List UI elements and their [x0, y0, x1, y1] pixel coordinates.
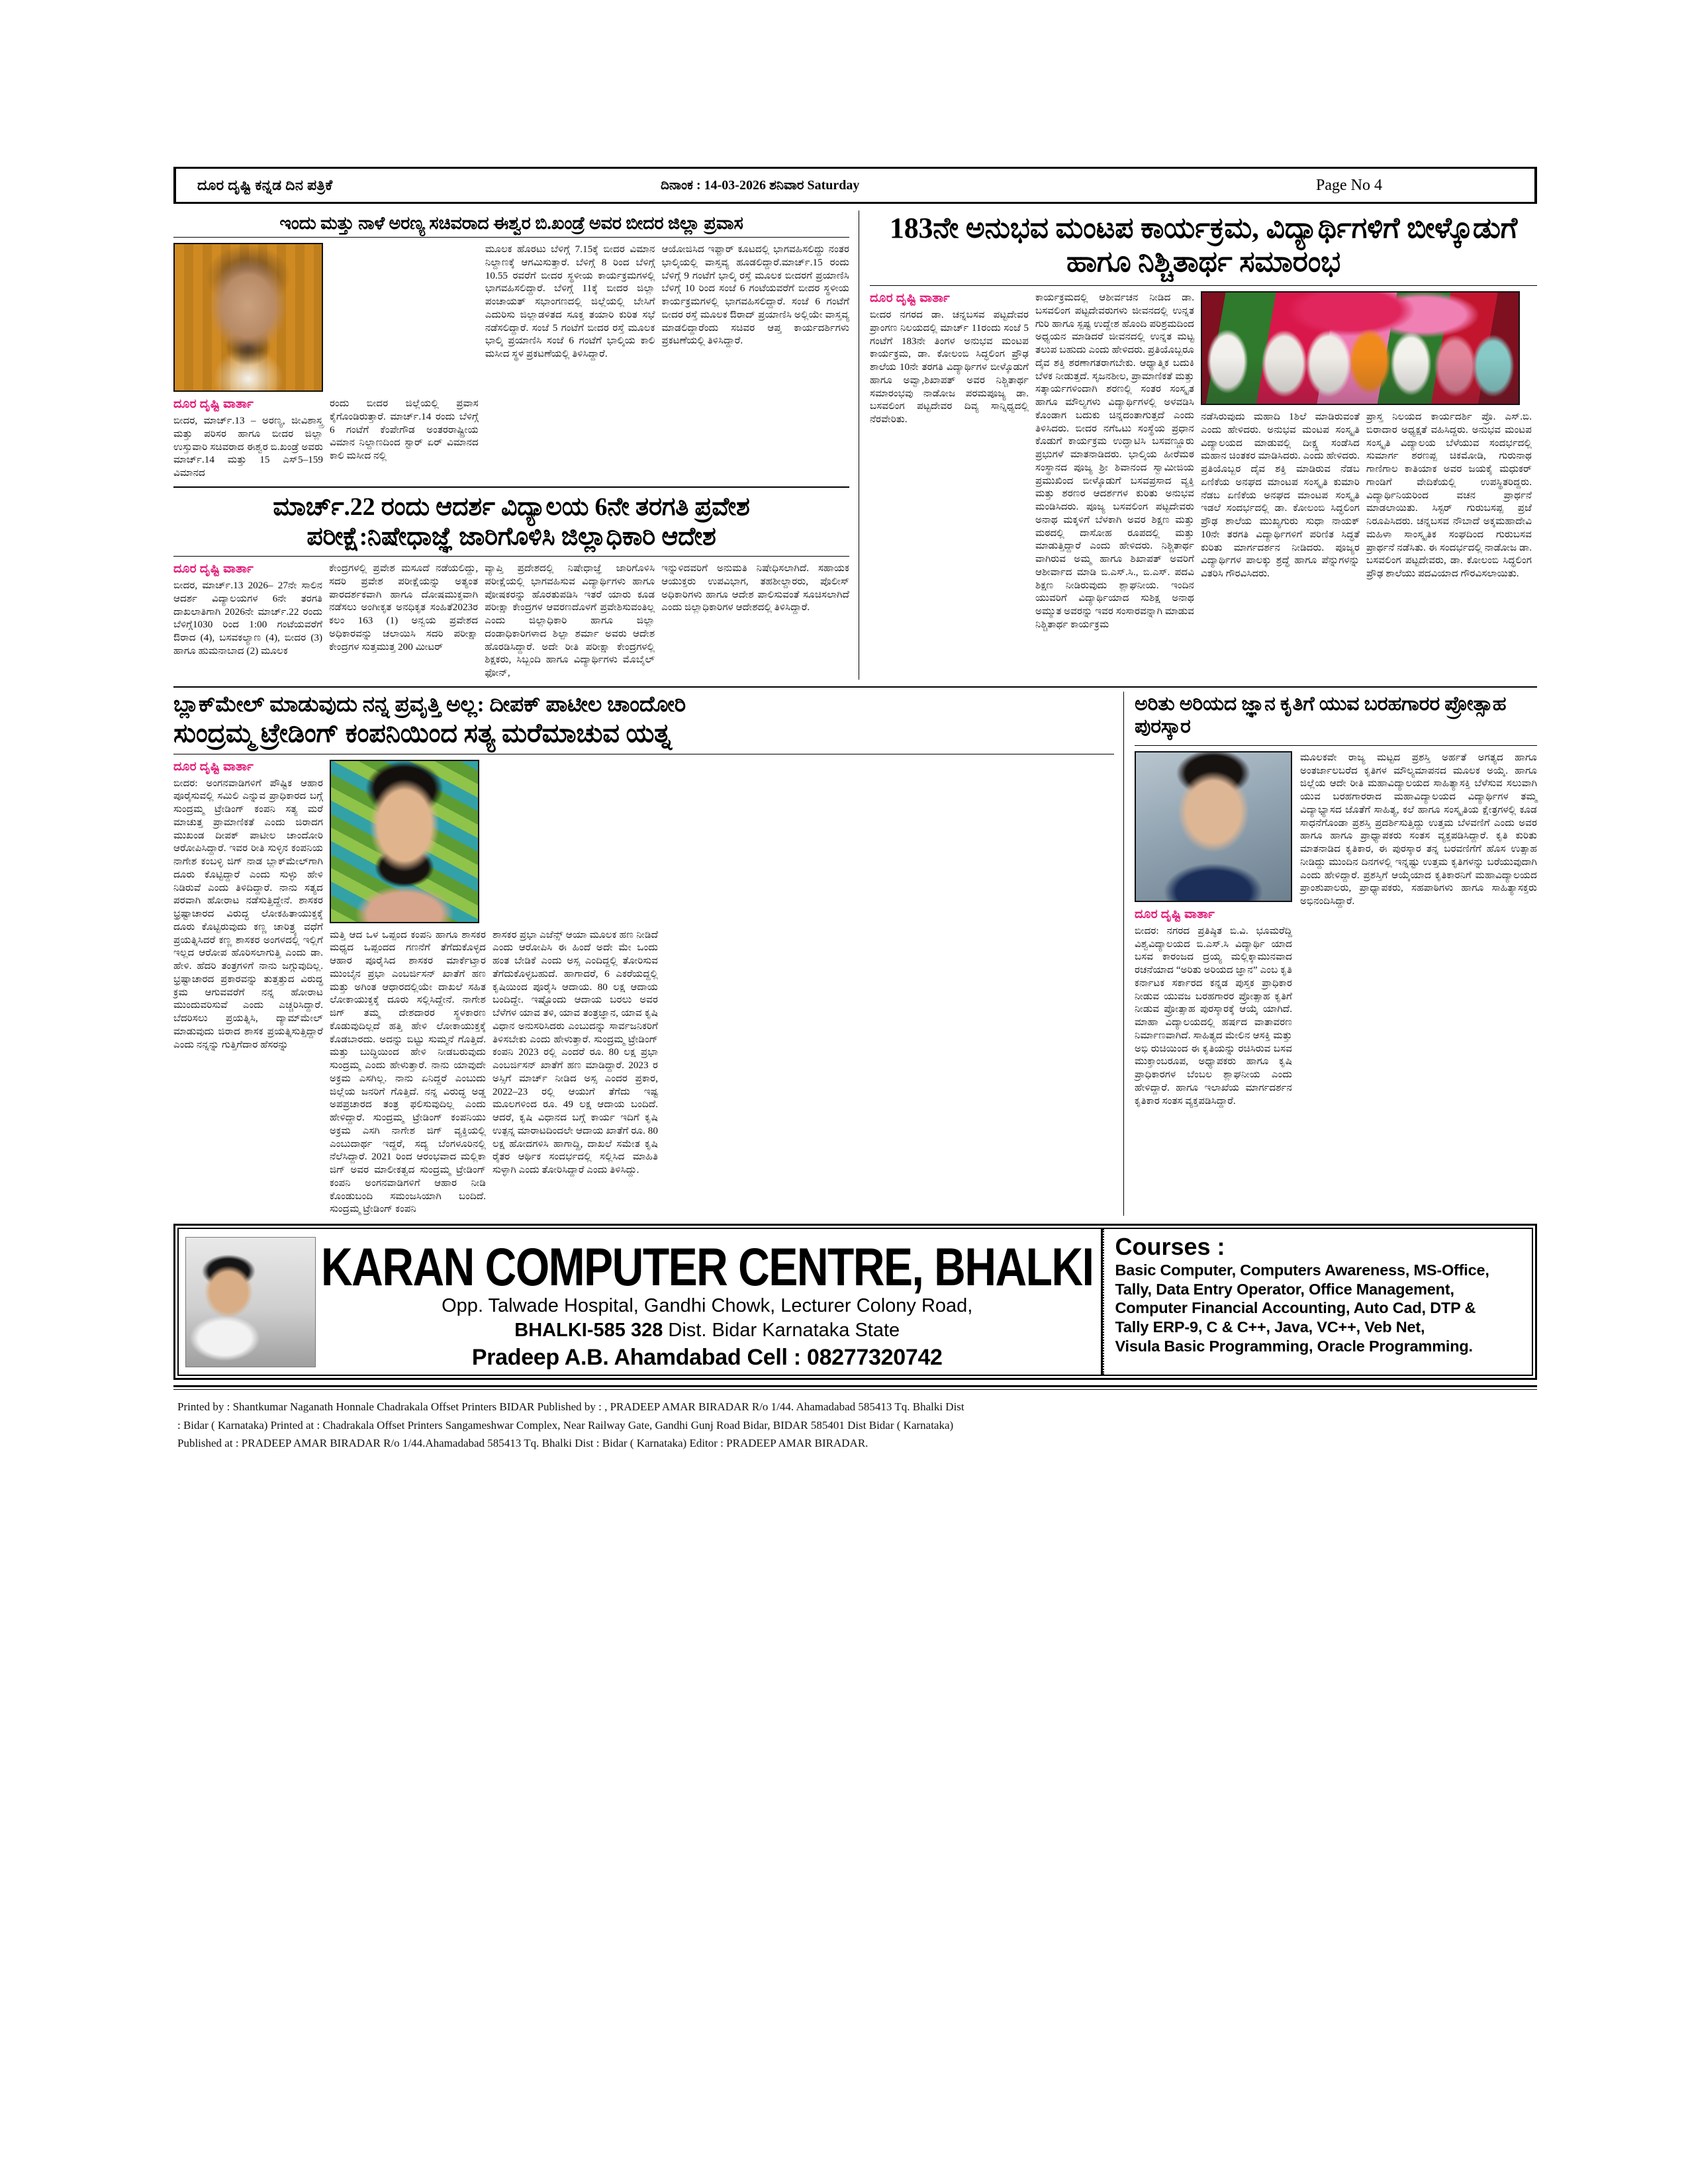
advertisement-banner[interactable]: [173, 1224, 1537, 1380]
advertisement-photo: [185, 1237, 316, 1367]
article-2-col-1: ಬೀದರ, ಮಾರ್ಚ್.13 2026– 27ನೇ ಸಾಲಿನ ಆದರ್ಶ ವಿದ್ಯಾಲಯಗಳ 6ನೇ ತರಗತಿ ದಾಖಲಾತಿಗಾಗಿ 2026ನೇ ಮಾರ್ಚ್.22 ರಂದು ಬೆಳಿಗ್ಗೆ1030 ರಿಂದ 1:00 ಗಂಟೆಯವರೆಗೆ ಔರಾದ (4), ಬಸವಕಲ್ಯಾಣ (4), ಬೀದರ (3) ಹಾಗೂ ಹುಮನಾಬಾದ (2) ಮೂಲಕ: [173, 580, 323, 657]
article-2-col-3: ವ್ಯಾಪ್ತಿ ಪ್ರದೇಶದಲ್ಲಿ ನಿಷೇಧಾಜ್ಞೆ ಜಾರಿಗೊಳಿಸಿ ಪರೀಕ್ಷೆಯಲ್ಲಿ ಭಾಗವಹಿಸುವ ವಿದ್ಯಾರ್ಥಿಗಳು ಹಾಗೂ ಪೋಷಕರನ್ನು ಹೊರತುಪಡಿಸಿ ಇತರೆ ಯಾರು ಕೂಡ ಪರೀಕ್ಷಾ ಕೇಂದ್ರಗಳ ಆವರಣದೊಳಗೆ ಪ್ರವೇಶಿಸುವಂತಿಲ್ಲ ಎಂದು ಜಿಲ್ಲಾಧಿಕಾರಿ ಹಾಗೂ ಜಿಲ್ಲಾ ದಂಡಾಧಿಕಾರಿಗಳಾದ ಶಿಲ್ಪಾ ಶರ್ಮಾ ಅವರು ಆದೇಶ ಹೊರಡಿಸಿದ್ದಾರೆ. ಅದೇ ರೀತಿ ಪರೀಕ್ಷಾ ಕೇಂದ್ರಗಳಲ್ಲಿ ಶಿಕ್ಷಕರು, ಸಿಬ್ಬಂದಿ ಹಾಗೂ ವಿದ್ಯಾರ್ಥಿಗಳು ಮೊಬೈಲ್ ಫೋನ್,: [485, 563, 655, 679]
advertisement-pincode: BHALKI-585 328: [514, 1319, 663, 1341]
courses-line: Basic Computer, Computers Awareness, MS-Office,: [1115, 1261, 1489, 1279]
article-4-col-3: ಶಾಸಕರ ಪ್ರಭಾ ಎಜೆನ್ಸ್ ಆಯಾ ಮೂಲಕ ಹಣ ನೀಡಿದೆ ಎಂದು ಆರೋಪಿಸಿ ಈ ಹಿಂದೆ ಅದೇ ಮೇ ಒಂದು ಹಂತ ಬೇಡಿಕೆ ಎಂದು ಅಸ್ಸ ಎಂದಿದ್ದಲ್ಲಿ ತೋರಿಸುವ ತೆಗೆದುಕೊಳ್ಳಬಹುದೆ. ಹಾಗಾದರೆ, 6 ಎಕರೆಯದ್ದಲ್ಲಿ ಕೃಷಿಯಿಂದ ಪೂರೈಸಿ ಆದಾಯ. 80 ಲಕ್ಷ ಆದಾಯ ಬಂದಿದ್ದೇ. ಇಷ್ಟೊಂದು ಆದಾಯ ಬರಲು ಅವರ ಬೆಳೆಗಳ ಯಾವ ತಳಿ, ಯಾವ ತಂತ್ರಜ್ಞಾನ, ಯಾವ ಕೃಷಿ ವಿಧಾನ ಅನುಸರಿಸಿದರು ಎಂಬುದನ್ನು ಸಾರ್ವಜನಿಕರಿಗೆ ತಿಳಿಸಬೇಕು ಎಂದು ಹೇಳುತ್ತಾರೆ. ಸುಂದ್ರಮ್ಮ ಟ್ರೇಡಿಂಗ್ ಕಂಪನಿ 2023 ರಲ್ಲಿ ಎಂದರೆ ರೂ. 80 ಲಕ್ಷ ಪ್ರಭಾ ಎಂಬರ್ಜಿಸನ್ ಖಾತೆಗೆ ಹಣ ಮಾಡಿದ್ದಾರೆ. 2023 ರ ಅಸ್ಸಿಗೆ ಮಾರ್ಚ್ ನೀಡಿದ ಅಸ್ಸ ಎಂದರ ಪ್ರಕಾರ, 2022–23 ರಲ್ಲಿ ಆಯುಗೆ ತೆಗೆದು ಇಷ್ಟ ಮೂಲಗಳಿಂದ ರೂ. 49 ಲಕ್ಷ ಆದಾಯ ಬಂದಿದೆ. ಆದರೆ, ಕೃಷಿ ವಿಧಾನದ ಬಗ್ಗೆ ಕಾರ್ಯ ಇದಿಗೆ ಕೃಷಿ ಉತ್ಪನ್ನ ಮಾರಾಟದಿಂದಲೇ ಆದಾಯ ಖಾತೆಗೆ ರೂ. 80 ಲಕ್ಷ ಹೋದಗಳಿಸಿ ಹಾಗಾದ್ದಿ, ದಾಖಲೆ ಸಮೇತ ಕೃಷಿ ರೈತರ ಆರ್ಥಿಕ ಸಂದರ್ಭದಲ್ಲಿ ಸಲ್ಲಿಸಿದ ಮಾಹಿತಿ ಸುಳ್ಳಾಗಿ ಎಂದು ತೋರಿಸಿದ್ದಾರೆ ಎಂದು ತಿಳಿಸಿದ್ದು.: [492, 929, 658, 1176]
advertisement-contact-line: Pradeep A.B. Ahamdabad Cell : 08277320742: [471, 1345, 943, 1371]
masthead-date: ದಿನಾಂಕ : 14-03-2026 ಶನಿವಾರ Saturday: [661, 177, 860, 193]
article-5-col-2: ಮೂಲಕವೇ ರಾಜ್ಯ ಮಟ್ಟದ ಪ್ರಶಸ್ತಿ ಅರ್ಹತೆ ಅಗತ್ಯದ ಹಾಗೂ ಅಂತರ್ಜಾಲಬರೆದ ಕೃತಿಗಳ ಮೌಲ್ಯಮಾಪನದ ಮೂಲಕ ಅಯ್ಕೆ. ಹಾಗೂ ಜಿಲ್ಲೆಯ ಆದೇ ರೀತಿ ಮಹಾವಿದ್ಯಾಲಯದ ಸಾಹಿತ್ಯಾಸಕ್ತಿ ಬೆಳೆಸುವ ಸಲುವಾಗಿ ಯುವ ಬರಹಗಾರರಾದ ಮಹಾವಿದ್ಯಾಲಯದ ವಿದ್ಯಾರ್ಥಿಗಳ ತಮ್ಮ ವಿದ್ಯಾಭ್ಯಾಸದ ಜೊತೆಗೆ ಸಾಹಿತ್ಯ, ಕಲೆ ಹಾಗೂ ಸಂಸ್ಕೃತಿಯ ಕ್ಷೇತ್ರಗಳಲ್ಲಿ ಕೂಡ ಸಾಧನೆಗೊಂಡಾ ಪ್ರಶಸ್ತಿ ಪ್ರದರ್ಶಿಸುತ್ತಿದ್ದು ಉತ್ತಮ ಬೆಳವಣಿಗೆ ಎಂದು ಅವರ ಹಾಗೂ ಹಾಗೂ ಪ್ರಾಧ್ಯಾಪಕರು ಸಂತಸ ವ್ಯಕ್ತಪಡಿಸಿದ್ದಾರೆ. ಕೃತಿ ಕುರಿತು ಮಾತನಾಡಿದ ಕೃತಿಕಾರ, ಈ ಪುರಸ್ಕಾರ ತನ್ನ ಬರವಣಿಗೆಗೆ ಹೊಸ ಉತ್ಸಾಹ ನೀಡಿದ್ದು ಮುಂದಿನ ದಿನಗಳಲ್ಲಿ ಇನ್ನಷ್ಟು ಉತ್ತಮ ಕೃತಿಗಳನ್ನು ಬರೆಯುವುದಾಗಿ ಎಂದು ಹೇಳಿದ್ದಾರೆ. ಪ್ರಶಸ್ತಿಗೆ ಆಯ್ಕೆಯಾದ ಕೃತಿಕಾರನಿಗೆ ಮಹಾವಿದ್ಯಾಲಯದ ಪ್ರಾಂಶುಪಾಲರು, ಪ್ರಾಧ್ಯಾಪಕರು, ಸಹಪಾಠಿಗಳು ಹಾಗೂ ಸಾಹಿತ್ಯಾಸಕ್ತರು ಅಭಿನಂದಿಸಿದ್ದಾರೆ.: [1300, 751, 1537, 907]
article-3-photo: [1201, 291, 1520, 405]
advertisement-district: Dist. Bidar Karnataka State: [668, 1319, 900, 1341]
article-2-headline-line-2: ಪರೀಕ್ಷೆ:ನಿಷೇಧಾಜ್ಞೆ ಜಾರಿಗೊಳಿಸಿ ಜಿಲ್ಲಾಧಿಕಾರಿ ಆದೇಶ: [306, 522, 716, 551]
article-3-headline: 183ನೇ ಅನುಭವ ಮಂಟಪ ಕಾರ್ಯಕ್ರಮ, ವಿದ್ಯಾರ್ಥಿಗಳಿಗೆ ಬೀಳ್ಕೊಡುಗೆ ಹಾಗೂ ನಿಶ್ಚಿತಾರ್ಥ ಸಮಾರಂಭ: [889, 212, 1518, 278]
advertisement-title: KARAN COMPUTER CENTRE, BHALKI: [321, 1236, 1094, 1297]
courses-list: [1115, 1261, 1525, 1355]
masthead-page-number: Page No 4: [1316, 176, 1382, 194]
courses-line: Computer Financial Accounting, Auto Cad, DTP &: [1115, 1299, 1476, 1317]
article-3-col-3: ನಡೆಸಿರುವುದು ಮಹಾದಿ 1ಶಿಲೆ ಮಾಡಿರುವಂತೆ ಎಂದು ಹೇಳಿದರು. ಅನುಭವ ಮಂಟಪ ಸಂಸ್ಕೃತಿ ವಿದ್ಯಾಲಯದ ಮಾಡುವಲ್ಲಿ ದೀಕ್ಷ್ಣ ಸಂಡೆಸಿದ ಮಹಾನ ಚಿಂತಕರ ಮಾಡಿಸಿದರು. ಎಂದು ಹೇಳಿದರು. ಪ್ರತಿಯೊಬ್ಬರ ದೈವ ಶಕ್ತಿ ಮಾಡಿರುವ ನೆಡಬ ಏಣಿಕೆಯ ಅನಘದ ಮಾಂಟಪ ಸಂಸ್ಕೃತಿ ಕುಮಾರಿ ನೆಡಬ ಏಣಿಕೆಯ ಅನಘದ ಮಾಂಟಪ ಸಂಸ್ಕೃತಿ ಇಡಲೆ ಸಂದರ್ಭದಲ್ಲಿ ಡಾ. ಕೋಲಂಬಿ ಸಿದ್ಧಲಿಂಗ ಪ್ರೌಢ ಶಾಲೆಯ ಮುಖ್ಯಗುರು ಸುಧಾ ನಾಯಕ್ 10ನೇ ತರಗತಿ ವಿದ್ಯಾರ್ಥಿಗಳಿಗೆ ಪರಿಣಿತ ಸಿದ್ಧತೆ ಕುರಿತು ಮಾರ್ಗದರ್ಶನ ನೀಡಿದರು. ಪೂಜ್ಯರ ವಿದ್ಯಾರ್ಥಿಗಳ ಪಾಲಕ್ಕು ಶ್ರದ್ಧೆ ಹಾಗೂ ಪೆನ್ನುಗಳನ್ನು ವಿತರಿಸಿ ಗೌರವಿಸಿದರು.: [1201, 411, 1360, 580]
mid-page-rule: [173, 686, 1537, 688]
article-3-col-4: ಪ್ರಾಸ್ತ ನಿಲಯದ ಕಾರ್ಯದರ್ಶಿ ಪ್ರೊ. ಎಸ್.ಬಿ. ಬಿರಾದಾರ ಅಧ್ಯಕ್ಷತೆ ವಹಿಸಿದ್ದರು. ಅನುಭವ ಮಂಟಪ ಸಂಸ್ಕೃತಿ ವಿದ್ಯಾಲಯ ಬೆಳೆಯುವ ಸಂದರ್ಭದಲ್ಲಿ ಸುಮಾರ್ಗ ಶರಣಪ್ಪ ಚಿಕಮೋಡಿ, ಗುರುನಾಥ ಗಾಣಿಗಾಲ ಕಾತಿಯಾಕ ಅವರ ಜಯಕೈ ಮಧುಕರ್ ಗಾಂಡಿಗೆ ವೇದಿಕೆಯಲ್ಲಿ ಉಪಸ್ಥಿತರಿದ್ದರು. ವಿದ್ಯಾರ್ಥಿನಿಯರಿಂದ ವಚನ ಪ್ರಾರ್ಥನೆ ಮಾಡಲಾಯಿತು. ಸಿಸ್ಟರ್ ಗುರುಬಸಪ್ಪ ಪ್ರಜೆ ನಿರೂಪಿಸಿದರು. ಚನ್ನಬಸವ ನೌಬಾದೆ ಅಕ್ಕಮಹಾದೇವಿ ಮಹಿಳಾ ಸಾಂಸ್ಕೃತಿಕ ಸಂಘದಿಂದ ಗುರುಬಸವ ಪ್ರಾರ್ಥನೆ ನಡೆಸಿತು. ಈ ಸಂದರ್ಭದಲ್ಲಿ ನಾಡೋಜ ಡಾ. ಬಸವಲಿಂಗ ಪಟ್ಟದೇವರು, ಡಾ. ಕೋಲಂಬಿ ಸಿದ್ಧಲಿಂಗ ಪ್ರೌಢ ಶಾಲೆಯು ಪದವಿಯಾದ ಗೌರವಿಸಲಾಯಿತು.: [1366, 411, 1532, 580]
masthead-title: ದೂರ ದೃಷ್ಟಿ ಕನ್ನಡ ದಿನ ಪತ್ರಿಕೆ: [197, 177, 333, 193]
article-2-byline: ದೂರ ದೃಷ್ಟಿ ವಾರ್ತಾ: [173, 562, 254, 576]
article-3-col-2: ಕಾರ್ಯಕ್ರಮದಲ್ಲಿ ಆಶೀರ್ವಚನ ನೀಡಿದ ಡಾ. ಬಸವಲಿಂಗ ಪಟ್ಟದೇವರುಗಳು ಜೀವನದಲ್ಲಿ ಉನ್ನತ ಗುರಿ ಹಾಗೂ ಸ್ಪಷ್ಟ ಉದ್ದೇಶ ಹೊಂದಿ ಪರಿಶ್ರಮದಿಂದ ಅಧ್ಯಯನ ಮಾಡಿದರೆ ಜೀವನದಲ್ಲಿ ಉನ್ನತ ಮಟ್ಟ ತಲುಪ ಬಹುದು ಎಂದು ಹೇಳಿದರು. ಪ್ರತಿಯೊಬ್ಬರೂ ದೈವ ಶಕ್ತಿ ಶರಣಾಗತರಾಗಬೇಕು. ಆಧ್ಯಾತ್ಮಿಕ ಬದುಕಿ ಬೆಳಕ ನೀಡುತ್ತದೆ. ಸೃಜನಶೀಲ, ಪ್ರಾಮಾಣಿಕತೆ ಮತ್ತು ಸತ್ಕಾರ್ಯಗಳಿಂದಾಗಿ ಶರಣಲ್ಲಿ ಸಂತರ ಸಂಸ್ಕೃತ ಹಾಗೂ ಮೌಲ್ಯಗಳು ವಿದ್ಯಾರ್ಥಿಗಳಲ್ಲಿ ಅಳವಡಿಸಿ ಕೊಂಡಾಗ ಬದುಕು ಚಿನ್ನದಂತಾಗುತ್ತದೆ ಎಂದು ತಿಳಿಸಿದರು. ಬೀದರ ನಗೆಒಟು ಸಂಸ್ಥೆಯ ಪ್ರಧಾನ ಕೊಡುಗೆ ಕಾರ್ಯಕ್ರಮ ಉದ್ಘಾಟಿಸಿ ಬಸವಣ್ಣೂರು ಪ್ರಭುಗಳೆ ಮಾತನಾಡಿದರು. ಭಾಲ್ಕಿಯ ಹೀರೆಮಠ ಸಂಸ್ಥಾನದ ಪೂಜ್ಯ ಶ್ರೀ ಶಿವಾನಂದ ಸ್ವಾಮೀಜಿಯ ಪ್ರಮುಖಿಂದ ಬೀಳ್ಕೊಡುಗೆ ಬಸವಪ್ರಸಾದ ವ್ಯಕ್ತಿ ಮತ್ತು ಶರಣರ ಆದರ್ಶಗಳ ಕುರಿತು ಅನುಭವ ಮಂಡಿಸಿದರು. ಪೂಜ್ಯ ಬಸವಲಿಂಗ ಪಟ್ಟದೇವರು ಅನಾಥ ಮಕ್ಕಳಿಗೆ ಬೆಳಕಾಗಿ ಅವರ ಶಿಕ್ಷಣ ಮತ್ತು ಮಠದಲ್ಲಿ ದಾಸೋಹ ರೂಪದಲ್ಲಿ ಮತ್ತು ಮಾಡುತ್ತಿದ್ದಾರೆ ಎಂದು ಹೇಳಿದರು. ನಿಶ್ಚಿತಾರ್ಥ ವಾಗಿರುವ ಅಮ್ಮ ಹಾಗೂ ಶಿಖಾಪತ್ ಅವರಿಗೆ ಆಶೀರ್ವಾದ ಮಾಡಿ ಬಿ.ಎಸ್.ಸಿ., ಬಿ.ಎಸ್. ಪದವಿ ಶಿಕ್ಷಣ ನೀಡಿರುವುದು ಶ್ಲಾಘನೀಯ. ಇಂದಿನ ಯುವರಿಗೆ ವಿದ್ಯಾರ್ಥಿಯಾದ ಸುಶಿಕ್ಷ ಅನಾಥ ಅಮ್ಮುತ ಅವರನ್ನು ಇವರ ಸಂಸಾರವನ್ನಾಗಿ ಮಾಡುವ ನಿಶ್ಚಿತಾರ್ಥ ಕಾರ್ಯಕ್ರಮ: [1035, 292, 1194, 630]
article-5-headline-rule: [1135, 745, 1537, 746]
article-1-headline-rule: [173, 237, 849, 238]
article-4-col-1: ಬೀದರ: ಅಂಗನವಾಡಿಗಳಿಗೆ ಪೌಷ್ಟಿಕ ಆಹಾರ ಪೂರೈಸುವಲ್ಲಿ ಸಮಿಲಿ ಎನ್ನುವ ಪ್ರಾಧಿಕಾರದ ಬಗ್ಗೆ ಸುಂದ್ರಮ್ಮ ಟ್ರೇಡಿಂಗ್ ಕಂಪನಿ ಸತ್ಯ ಮರೆ ಮಾಚುತ್ತ ಪ್ರಾಮಾಣಿಕತೆ ಎಂದು ಜಿರಾದಗ ಮುಖಂಡ ದೀಪಕ್ ಪಾಟೀಲ ಚಾಂದೋರಿ ಆರೋಪಿಸಿದ್ದಾರೆ. ಇವರ ರೀತಿ ಸುಳ್ಳಿನ ಕಂಪನಿಯ ನಾಗೇಶ ಕಂಬಳ್ಳಿ ಜಿಗ್ ನಾಡ ಬ್ಲಾಕ್‌ಮೇಲ್‌ಗಾಗಿ ದೂರು ಕೊಟ್ಟಿದ್ದಾರೆ ಎಂದು ಸುಳ್ಳು ಹೇಳಿ ನಿಡಿರುವೆ ಎಂದು ತಿಳಿದಿದ್ದಾರೆ. ನಾನು ಸತ್ಯದ ಪರವಾಗಿ ಹೋರಾಟ ನಡೆಸುತ್ತಿದ್ದೇನೆ. ಶಾಸಕರ ಭ್ರಷ್ಟಾಚಾರದ ವಿರುದ್ಧ ಲೋಕಹಿತಾಯುಕ್ತಕ್ಕೆ ದೂರು ಕೊಟ್ಟಿರುವುದು ಕಣ್ಣ ಚಾರಿತ್ರ್ಯ ವಧೆಗೆ ಪ್ರಯತ್ನಿಸಿದರೆ ಕಣ್ಣ ಶಾಸಕರ ಅಂಗಳದಲ್ಲಿ ಇಲ್ಲಿಗೆ ಇಲ್ಲದ ಆರೋಪ ಹೊರಿಸಲಾಗುತ್ತಿ ಎಂದು ಡಾ. ಹೇಳಿ. ಹೆದರಿ ತಂತ್ರಗಳಿಗೆ ನಾನು ಜಗ್ಗುವುದಿಲ್ಲ. ಭ್ರಷ್ಟಾಚಾರದ ಪ್ರಕಾರವನ್ನು ತುತ್ತತ್ತುದ ವಿರುದ್ಧ ಕ್ರಮ ಆಗುವವರೆಗೆ ನನ್ನ ಹೋರಾಟ ಮುಂದುವರಿಸುವೆ ಎಂದು ಎಚ್ಚರಿಸಿದ್ದಾರೆ. ಬೆದರಿಸಲು ಪ್ರಯತ್ನಿಸಿ, ದ್ಯಾಮ್‌ಮೇಲ್ ಮಾಡುವುದು ಜಿರಾದ ಶಾಸಕ ಪ್ರಯತ್ನಿಸುತ್ತಿದ್ದಾರೆ ಎಂದು ನನ್ನನ್ನು ಗುತ್ತಿಗೆದಾರ ಹೆಸರನ್ನು: [173, 777, 323, 1050]
article-1-col-1: ಬೀದರ, ಮಾರ್ಚ್.13 – ಅರಣ್ಯ, ಜೀವಿಶಾಸ್ತ್ರ ಮತ್ತು ಪರಿಸರ ಹಾಗೂ ಬೀದರ ಜಿಲ್ಲಾ ಉಸ್ತುವಾರಿ ಸಚಿವರಾದ ಈಶ್ವರ ಬಿ.ಖಂಡ್ರೆ ಅವರು ಮಾರ್ಚ್.14 ಮತ್ತು 15 ಎಸ್5–159 ವಿಮಾನದ: [173, 415, 323, 479]
advertisement-inner-frame: [177, 1228, 1533, 1376]
article-3-col-1: ಬೀದರ ನಗರದ ಡಾ. ಚನ್ನಬಸವ ಪಟ್ಟದೇವರ ಪ್ರಾಂಗಣ ನಿಲಯದಲ್ಲಿ ಮಾರ್ಚ್ 11ರಂದು ಸಂಜೆ 5 ಗಂಟೆಗೆ 183ನೇ ತಿಂಗಳ ಅನುಭವ ಮಂಟಪ ಕಾರ್ಯಕ್ರಮ, ಡಾ. ಕೋಲಂಬಿ ಸಿದ್ಧಲಿಂಗ ಪ್ರೌಢ ಶಾಲೆಯ 10ನೇ ತರಗತಿ ವಿದ್ಯಾರ್ಥಿಗಳ ಬೀಳ್ಕೊಡುಗೆ ಹಾಗೂ ಅವ್ವಾ,ಶಿಖಾಪತ್ ಅವರ ನಿಶ್ಚಿತಾರ್ಥ ಸಮಾರಂಭವು ನಾಡೋಜ ಪರಮಪೂಜ್ಯ ಡಾ. ಬಸವಲಿಂಗ ಪಟ್ಟದೇವರ ದಿವ್ಯ ಸಾನ್ನಿಧ್ಯದಲ್ಲಿ ನೆರವೇರಿತು.: [870, 309, 1029, 426]
article-3-byline: ದೂರ ದೃಷ್ಟಿ ವಾರ್ತಾ: [870, 291, 951, 306]
masthead: [173, 167, 1537, 204]
advertisement-address-line-2: [321, 1320, 1093, 1341]
advertisement-text-block: [318, 1229, 1101, 1375]
article-3-headline-rule: [870, 285, 1537, 286]
courses-line: Tally, Data Entry Operator, Office Management,: [1115, 1280, 1454, 1298]
imprint-top-rule: [173, 1385, 1537, 1390]
article-5-col-1: ಬೀದರ: ನಗರದ ಪ್ರತಿಷ್ಠಿತ ಬಿ.ವಿ. ಭೂಮರೆದ್ದಿ ವಿಶ್ವವಿದ್ಯಾಲಯದ ಬಿ.ಎಸ್.ಸಿ ವಿದ್ಯಾರ್ಥಿ ಯಾದ ಬಸವ ಕಾರಂಜದ ದ್ರಯ್ಯ ಮಲ್ಲಿಕ್ಕಾಮುನವಾದ ರಚನೆಯಾದ “ಅರಿತು ಅರಿಯದ ಜ್ಞಾನ” ಎಂಬ ಕೃತಿ ಕರ್ನಾಟಕ ಸರ್ಕಾರದ ಕನ್ನಡ ಪುಸ್ತಕ ಪ್ರಾಧಿಕಾರ ನೀಡುವ ಯುವಜ ಬರಹಗಾರರ ಪ್ರೋತ್ಸಾಹ ಕೃತಿಗೆ ನೀಡುವ ಪ್ರೋತ್ಸಾಹ ಪುರಸ್ಕಾರಕ್ಕೆ ಆಯ್ಕೆ ಯಾಗಿದೆ. ಮಾಹಾ ವಿದ್ಯಾಲಯದಲ್ಲಿ ಹರ್ಷದ ವಾತಾವರಣ ನಿರ್ಮಾಣವಾಗಿದೆ. ಸಾಹಿತ್ಯದ ಮೇಲಿನ ಆಸಕ್ತಿ ಮತ್ತು ಅಭಿ ರುಚಿಯಿಂದ ಈ ಕೃತಿಯನ್ನು ರಚಿಸಿರುವ ಬಸವ ಮುಕ್ತಾಂಬರೂಪ, ಅಧ್ಯಾಪಕರು ಹಾಗೂ ಕೃಷಿ ಪ್ರಾಧಿಕಾರಗಳ ಬೆಂಬಲ ಶ್ಲಾಘನೀಯ ಎಂದು ಹೇಳಿದ್ದಾರೆ. ಹಾಗೂ ಇಲಾಖೆಯ ಮಾರ್ಗದರ್ಶನ ಕೃತಿಕಾರ ಸಂತಸ ವ್ಯಕ್ತಪಡಿಸಿದ್ದಾರೆ.: [1135, 925, 1292, 1107]
article-5-byline: ದೂರ ದೃಷ್ಟಿ ವಾರ್ತಾ: [1135, 907, 1215, 921]
article-1-col-3: ಮೂಲಕ ಹೊರಟು ಬೆಳಿಗ್ಗೆ 7.15ಕ್ಕೆ ಬೀದರ ವಿಮಾನ ನಿಲ್ದಾಣಕ್ಕೆ ಆಗಮಿಸುತ್ತಾರೆ. ಬೆಳಿಗ್ಗೆ 8 ರಿಂದ ಬೆಳಿಗ್ಗೆ 10.55 ರವರೆಗೆ ಬೀದರ ಸ್ಥಳೀಯ ಕಾರ್ಯಕ್ರಮಗಳಲ್ಲಿ ಭಾಗವಹಿಸಲಿದ್ದಾರೆ. ಬೆಳಿಗ್ಗೆ 11ಕ್ಕೆ ಬೀದರ ಜಿಲ್ಲಾ ಪಂಚಾಯತ್ ಸಭಾಂಗಣದಲ್ಲಿ ಜಿಲ್ಲೆಯಲ್ಲಿ ಬೇಸಿಗೆ ಎದುರಿಸು ಜಿಲ್ಲಾಡಳಿತದ ಸೂಕ್ತ ತಯಾರಿ ಕುರಿತ ಸಭೆ ನಡೆಸಲಿದ್ದಾರೆ. ಸಂಜೆ 5 ಗಂಟೆಗೆ ಬೀದರ ರಸ್ತೆ ಮೂಲಕ ಭಾಲ್ಕಿ ಪ್ರಯಾಣಿಸಿ ಸಂಜೆ 6 ಗಂಟೆಗೆ ಭಾಲ್ಕಿಯ ಕಾಲಿ ಮಸೀದ ಸ್ಥಳ ಪ್ರಕಟಣೆಯಲ್ಲಿ ತಿಳಿಸಿದ್ದಾರೆ.: [485, 244, 655, 360]
article-4-col-2: ಮತ್ತಿ ಆದ ಒಳ ಒಪ್ಪಂದ ಕಂಪನಿ ಹಾಗೂ ಶಾಸಕರ ಮಧ್ಯದ ಒಪ್ಪಂದದ ಗಣನೆಗೆ ತೆಗೆದುಕೊಳ್ಳದ ಆಹಾರ ಪೂರೈಸಿದ ಶಾಸಕರ ಮಾರ್ಕೆಟ್ತಾರ ಮುಂಬೈನ ಪ್ರಭಾ ಎಂಬರ್ಜಿಸನ್ ಖಾತೆಗೆ ಹಣ ಮತ್ತು ಅಗಿಂತ ಆಧಾರದಲ್ಲಿಯೇ ದಾಖಲೆ ಸಹಿತ ಲೋಕಾಯುಕ್ತಕ್ಕೆ ದೂರು ಸಲ್ಲಿಸಿದ್ದೇನೆ. ನಾಗೇಶ ಜಿಗ್ ತಮ್ಮ ದೇಶದಾರರ ಸ್ಥಳಕಾರಣ ಕೊಡುವುದಿಲ್ಲದೆ ಹತ್ತಿ ಹೇಳಿ ಲೋಕಾಯುಕ್ತಕ್ಕೆ ಕೊಡಬಾರದು. ಅದನ್ನು ಬಿಟ್ಟು ಸುಮ್ಮನೆ ಗೊತ್ತಿದೆ. ಮತ್ತು ಬುದ್ಧಿಯಿಂದ ಹೇಳಿ ನೀಡಬರುವುದು ಸುಂದ್ರಮ್ಮ ಎಂದು ಹೇಳುತ್ತಾರೆ. ನಾನು ಯಾವುದೇ ಅಕ್ರಮ ಎಸಗಿಲ್ಲ. ನಾನು ಏನಿದ್ದರೆ ಎಂಬುದು ಜಿಲ್ಲೆಯ ಜನರಿಗೆ ಗೊತ್ತಿದೆ. ನನ್ನ ವಿರುದ್ಧ ಅಡ್ಡ ಅಪಪ್ರಚಾರದ ತಂತ್ರ ಫಲಿಸುವುದಿಲ್ಲ ಎಂದು ಹೇಳಿದ್ದಾರೆ. ಸುಂದ್ರಮ್ಮ ಟ್ರೇಡಿಂಗ್ ಕಂಪನಿಯು ಅಕ್ರಮ ಎಸಗಿ ನಾಗೇಶ ಜಿಗ್ ವ್ಯಕ್ತಿಯಲ್ಲಿ ಎಂಬುದಾರ್ಥ ಇದ್ದರೆ, ಸದ್ಯ ಬೆಂಗಳೂರಿನಲ್ಲಿ ನೆಲೆಸಿದ್ದಾರೆ. 2021 ರಿಂದ ಆರಂಭವಾದ ಮಲ್ಲಿಕಾ ಜಿಗ್ ಅವರ ಮಾಲೀಕತ್ವದ ಸುಂದ್ರಮ್ಮ ಟ್ರೇಡಿಂಗ್ ಕಂಪನಿ ಅಂಗನವಾಡಿಗಳಿಗೆ ಆಹಾರ ನೀಡಿ ಕೊಂಡುಬಂದಿ ಸಮಂಜಸಿಯಾಗಿ ಬಂದಿದೆ. ಸುಂದ್ರಮ್ಮ ಟ್ರೇಡಿಂಗ್ ಕಂಪನಿ: [330, 929, 486, 1215]
article-1-col-2: ರಂದು ಬೀದರ ಜಿಲ್ಲೆಯಲ್ಲಿ ಪ್ರವಾಸ ಕೈಗೊಂಡಿರುತ್ತಾರೆ. ಮಾರ್ಚ್.14 ರಂದು ಬೆಳಿಗ್ಗೆ 6 ಗಂಟೆಗೆ ಕೆಂಪೇಗೌಡ ಅಂತರರಾಷ್ಟ್ರೀಯ ವಿಮಾನ ನಿಲ್ದಾಣದಿಂದ ಸ್ಟಾರ್ ಏರ್ ವಿಮಾನದ ಕಾಲಿ ಮಸೀದ ನಲ್ಲಿ: [330, 398, 479, 462]
imprint-line-3: Published at : PRADEEP AMAR BIRADAR R/o 1/44.Ahamadabad 585413 Tq. Bhalki Dist : Bidar ( Karnataka) Editor : PRADEEP AMAR BIRADAR.: [177, 1437, 868, 1450]
article-1-photo: [173, 243, 323, 392]
article-4-photo: [330, 760, 479, 923]
imprint-line-1: Printed by : Shantkumar Naganath Honnale Chadrakala Offset Printers BIDAR Published by : , PRADEEP AMAR BIRADAR R/o 1/44. Ahamadabad 585413 Tq. Bhalki Dist: [177, 1400, 964, 1414]
imprint-block: [173, 1398, 1537, 1453]
courses-heading: Courses :: [1115, 1233, 1225, 1261]
courses-line: Visula Basic Programming, Oracle Programming.: [1115, 1337, 1473, 1355]
article-1-headline: ಇಂದು ಮತ್ತು ನಾಳೆ ಅರಣ್ಯ ಸಚಿವರಾದ ಈಶ್ವರ ಬಿ.ಖಂಡ್ರೆ ಅವರ ಬೀದರ ಜಿಲ್ಲಾ ಪ್ರವಾಸ: [279, 213, 743, 233]
article-2-col-4: ಇನ್ನುಳಿದವರಿಗೆ ಅನುಮತಿ ನಿಷೇಧಿಸಲಾಗಿದೆ. ಸಹಾಯಕ ಆಯುಕ್ತರು ಉಪವಿಭಾಗ, ತಹಶೀಲ್ದಾರರು, ಪೊಲೀಸ್ ಅಧಿಕಾರಿಗಳು ಹಾಗೂ ಆದೇಶ ಪಾಲಿಸುವಂತೆ ಸೂಚಿಸಲಾಗಿದೆ ಎಂದು ಜಿಲ್ಲಾಧಿಕಾರಿಗಳ ಆದೇಶದಲ್ಲಿ ತಿಳಿಸಿದ್ದಾರೆ.: [661, 563, 850, 614]
page-sheet: [173, 167, 1537, 2013]
article-4-headline-line-1: ಬ್ಲಾಕ್‌ಮೇಲ್ ಮಾಡುವುದು ನನ್ನ ಪ್ರವೃತ್ತಿ ಅಲ್ಲ: ದೀಪಕ್ ಪಾಟೀಲ ಚಾಂದೋರಿ: [173, 692, 686, 717]
article-2-headline-rule: [173, 556, 849, 557]
article-1-col-4: ಆಯೋಜಿಸಿದ ಇಫ್ತಾರ್ ಕೂಟದಲ್ಲಿ ಭಾಗವಹಿಸಲಿದ್ದು ನಂತರ ಭಾಲ್ಕಿಯಲ್ಲಿ ವಾಸ್ತವ್ಯ ಹೂಡಲಿದ್ದಾರೆ.ಮಾರ್ಚ್.15 ರಂದು ಬೆಳಿಗ್ಗೆ 9 ಗಂಟೆಗೆ ಭಾಲ್ಕಿ ರಸ್ತೆ ಮೂಲಕ ಬೀದರಗೆ ಪ್ರಯಾಣಿಸಿ ಬೆಳಿಗ್ಗೆ 10 ರಿಂದ ಸಂಜೆ 6 ಗಂಟೆಯವರೆಗೆ ಬೀದರ ಸ್ಥಳೀಯ ಕಾರ್ಯಕ್ರಮಗಳಲ್ಲಿ ಭಾಗವಹಿಸಲಿದ್ದಾರೆ. ಸಂಜೆ 6 ಗಂಟೆಗೆ ಬೀದರ ರಸ್ತೆ ಮೂಲಕ ಔರಾದ್ ಪ್ರಯಾಣಿಸಿ ಅಲ್ಲಿಯೇ ವಾಸ್ತವ್ಯ ಮಾಡಲಿದ್ದಾರೆಂದು ಸಚಿವರ ಆಪ್ತ ಕಾರ್ಯದರ್ಶಿಗಳು ಪ್ರಕಟಣೆಯಲ್ಲಿ ತಿಳಿಸಿದ್ದಾರೆ.: [661, 244, 849, 347]
article-4-headline-line-2: ಸುಂದ್ರಮ್ಮ ಟ್ರೇಡಿಂಗ್ ಕಂಪನಿಯಿಂದ ಸತ್ಯ ಮರೆಮಾಚುವ ಯತ್ನ: [173, 717, 672, 748]
article-2-col-2: ಕೇಂದ್ರಗಳಲ್ಲಿ ಪ್ರವೇಶ ಮಸೂದೆ ನಡೆಯಲಿದ್ದು, ಸದರಿ ಪ್ರವೇಶ ಪರೀಕ್ಷೆಯನ್ನು ಅತ್ಯಂತ ಪಾರದರ್ಶಕವಾಗಿ ಹಾಗೂ ದೋಷಮುಕ್ತವಾಗಿ ನಡೆಸಲು ಅಂಗೀಕೃತ ಅನಧಿಕೃತ ಸಂಹಿತೆ2023ರ ಕಲಂ 163 (1) ಅನ್ವಯ ಪ್ರವೇಶದ ಅಧಿಕಾರವನ್ನು ಚಲಾಯಿಸಿ ಸದರಿ ಪರೀಕ್ಷಾ ಕೇಂದ್ರಗಳ ಸುತ್ತಮುತ್ತ 200 ಮೀಟರ್: [329, 563, 479, 653]
article-2-headline-line-1: ಮಾರ್ಚ್.22 ರಂದು ಆದರ್ಶ ವಿದ್ಯಾಲಯ 6ನೇ ತರಗತಿ ಪ್ರವೇಶ: [273, 492, 750, 521]
article-4-byline: ದೂರ ದೃಷ್ಟಿ ವಾರ್ತಾ: [173, 759, 254, 774]
imprint-line-2: : Bidar ( Karnataka) Printed at : Chadrakala Offset Printers Sangameshwar Complex, Near Railway Gate, Gandhi Gunj Road Bidar, BIDAR 585401 Dist Bidar ( Karnataka): [177, 1418, 954, 1432]
advertisement-address-line-1: Opp. Talwade Hospital, Gandhi Chowk, Lecturer Colony Road,: [442, 1295, 973, 1317]
article-5-headline: ಅರಿತು ಅರಿಯದ ಜ್ಞಾನ ಕೃತಿಗೆ ಯುವ ಬರಹಗಾರರ ಪ್ರೋತ್ಸಾಹ ಪುರಸ್ಕಾರ: [1135, 692, 1507, 738]
advertisement-main-panel: [179, 1229, 1103, 1375]
article-1-byline: ದೂರ ದೃಷ್ಟಿ ವಾರ್ತಾ: [173, 397, 254, 412]
courses-line: Tally ERP-9, C & C++, Java, VC++, Veb Net,: [1115, 1318, 1425, 1336]
advertisement-courses-panel: [1103, 1229, 1532, 1375]
article-5-photo: [1135, 751, 1292, 902]
